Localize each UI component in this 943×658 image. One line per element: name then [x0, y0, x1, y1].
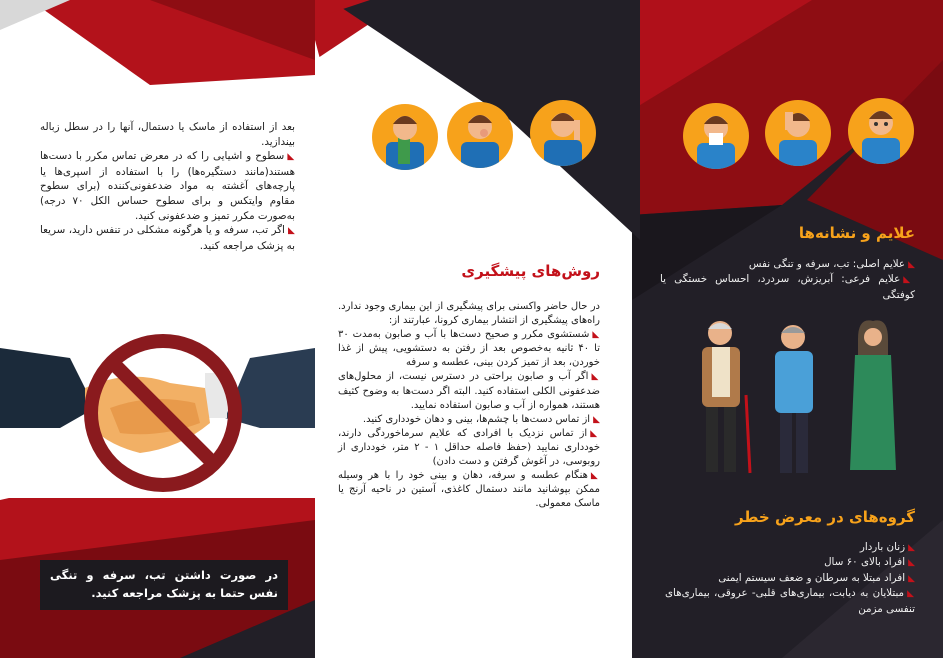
person-cough-icon: [447, 102, 513, 168]
sneeze-cartoon: [372, 104, 438, 170]
middle-paragraph: ◣شستشوی مکرر و صحیح دست‌ها با آب و صابون به‌مدت ۳۰ تا ۴۰ ثانیه به‌خصوص بعد از رفتن به دستشویی، پیش از غذا خوردن، بعد از تمیز کردن بینی، عطسه و سرفه: [338, 329, 601, 369]
person-tissue-icon: [683, 103, 749, 169]
symptom-item: ◣علایم اصلی: تب، سرفه و تنگی نفس: [748, 258, 915, 270]
sick-cartoon: [530, 100, 596, 166]
bullet-icon: ◣: [593, 414, 600, 425]
risk-list: [665, 540, 915, 616]
left-paragraph: ◣اگر تب، سرفه و یا هرگونه مشکلی در تنفس دارید، سریعا به پزشک مراجعه کنید.: [40, 224, 296, 252]
symptom-item: ◣علایم فرعی: آبریزش، سردرد، احساس خستگی یا کوفتگی: [660, 273, 916, 301]
left-paragraph: ◣سطوح و اشیایی را که در معرض تماس مکرر با دست‌ها هستند(مانند دستگیره‌ها) را با استفاده از اسپری‌ها یا پارچه‌های آغشته به مواد ضدعفونی‌کننده (برای سطوح مقاوم وایتکس و برای سطوح حساس الکل ۷۰ درجه) به‌صورت مکرر تمیز و ضدعفونی کنید.: [40, 150, 296, 222]
notice-box: [40, 560, 288, 610]
symptoms-list: [660, 257, 915, 302]
bullet-icon: ◣: [908, 543, 915, 553]
bullet-icon: ◣: [590, 471, 601, 482]
middle-paragraph: ◣هنگام عطسه و سرفه، دهان و بینی خود را با هر وسیله ممکن بپوشانید مانند دستمال کاغذی، آستین در ناحیه آرنج یا ماسک معمولی.: [338, 470, 601, 510]
cough-cartoon: [447, 102, 513, 168]
fatigue-cartoon: [848, 98, 914, 164]
tissue-cartoon: [683, 103, 749, 169]
bullet-icon: ◣: [907, 589, 915, 600]
left-text: [40, 120, 295, 253]
person-sick-icon: [530, 100, 596, 166]
bullet-icon: ◣: [908, 573, 915, 584]
bullet-icon: ◣: [903, 275, 916, 286]
notice-text: در صورت داشتن تب، سرفه و تنگی نفس حتما به پزشک مراجعه کنید.: [50, 568, 278, 600]
middle-paragraph: ◣اگر آب و صابون براحتی در دسترس نیست، از محلول‌های ضدعفونی الکلی استفاده کنید. البته اگر دست‌ها به وضوح کثیف هستند، همواره از آب و صابون استفاده نمایید.: [338, 371, 600, 411]
risk-item: ◣افراد مبتلا به سرطان و ضعف سیستم ایمنی: [718, 571, 915, 584]
bullet-icon: ◣: [908, 260, 915, 270]
risk-people-illustration: [690, 315, 905, 485]
risk-item: ◣مبتلایان به دیابت، بیماری‌های قلبی- عروقی، بیماری‌های تنفسی مزمن: [665, 587, 915, 615]
bullet-icon: ◣: [287, 226, 296, 237]
headache-cartoon: [765, 100, 831, 166]
risk-item: ◣زنان باردار: [859, 541, 915, 553]
risk-item: ◣افراد بالای ۶۰ سال: [824, 556, 915, 569]
handshake-banner: [0, 328, 315, 498]
left-paragraph: بعد از استفاده از ماسک یا دستمال، آنها را در سطل زباله بیندازید.: [40, 121, 295, 148]
middle-paragraph: ◣از تماس نزدیک با افرادی که علایم سرماخوردگی دارند، خودداری نمایید (حفظ فاصله حداقل ۱ - ۲ متر، خودداری از روبوسی، در آغوش گرفتن و دست دادن): [338, 427, 601, 468]
handshake-illustration: [0, 328, 315, 498]
person-scarf-icon: [372, 104, 438, 170]
symptoms-title: علایم و نشانه‌ها: [798, 224, 915, 242]
bullet-icon: ◣: [590, 428, 601, 439]
person-headache-icon: [765, 100, 831, 166]
bullet-icon: ◣: [592, 330, 601, 341]
middle-text: [338, 300, 600, 511]
bullet-icon: ◣: [287, 152, 296, 163]
bullet-icon: ◣: [908, 558, 915, 569]
risk-title: گروه‌های در معرض خطر: [734, 508, 915, 526]
middle-paragraph: ◣از تماس دست‌ها با چشم‌ها، بینی و دهان خودداری کنید.: [362, 413, 600, 425]
middle-paragraph: در حال حاضر واکسنی برای پیشگیری از این بیماری وجود ندارد. راه‌های پیشگیری از انتشار بیماری کرونا، عبارتند از:: [338, 301, 600, 327]
person-fatigue-icon: [848, 98, 914, 164]
bullet-icon: ◣: [591, 372, 600, 383]
prevention-title: روش‌های پیشگیری: [461, 262, 600, 280]
